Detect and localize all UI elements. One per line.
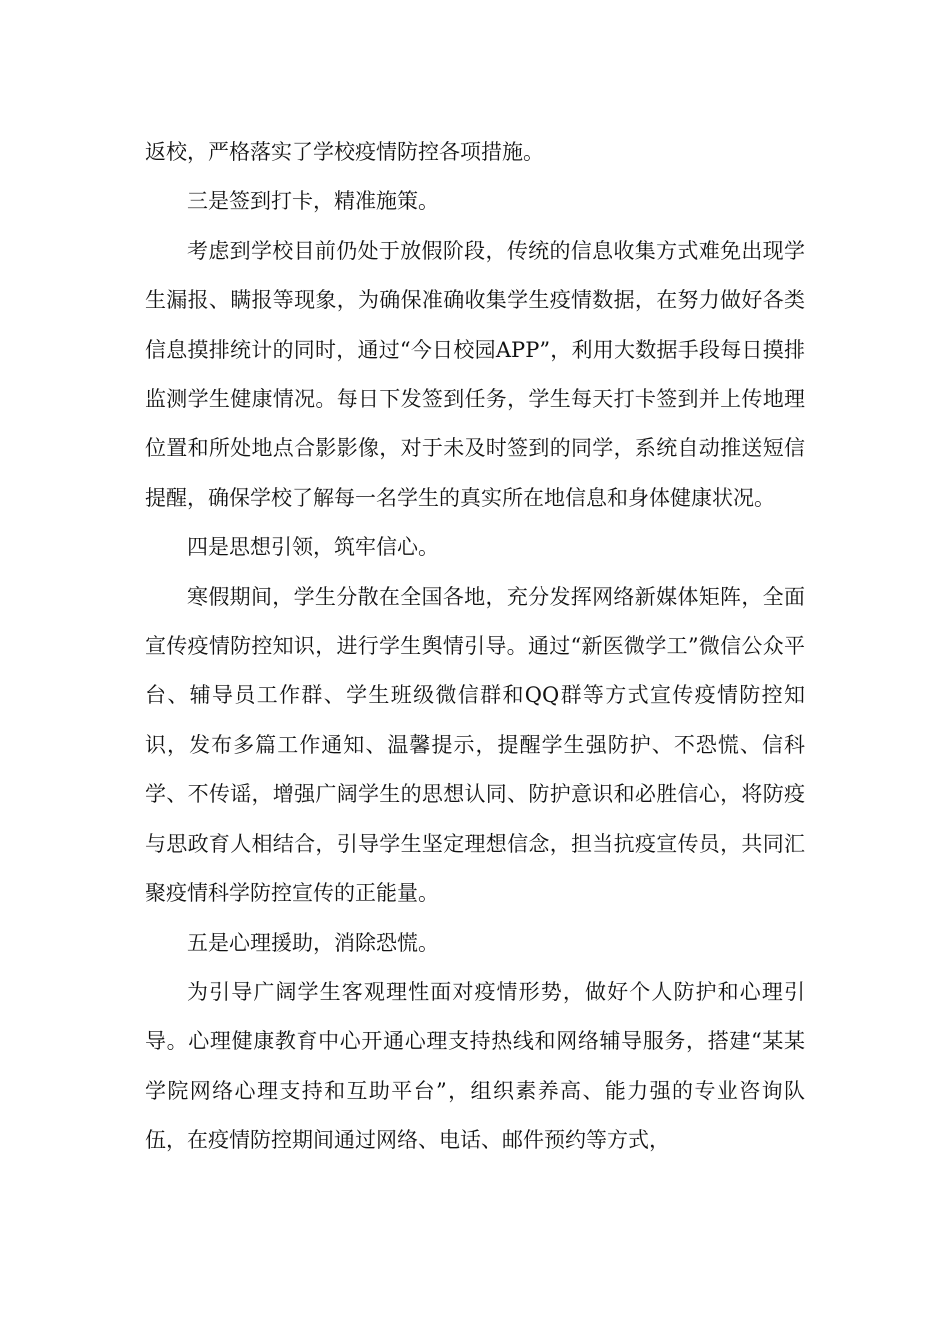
paragraph-psychological: 为引导广阔学生客观理性面对疫情形势，做好个人防护和心理引导。心理健康教育中心开通心理支持热线和网络辅导服务，搭建“某某学院网络心理支持和互助平台”，组织素养高、能力强的专业咨询队伍，在疫情防控期间通过网络、电话、邮件预约等方式，: [145, 979, 805, 1153]
section-heading-4: 四是思想引领，筑牢信心。: [187, 535, 439, 560]
paragraph-continuation: 返校，严格落实了学校疫情防控各项措施。: [145, 140, 544, 164]
paragraph-checkin: 考虑到学校目前仍处于放假阶段，传统的信息收集方式难免出现学生漏报、瞒报等现象，为确保准确收集学生疫情数据，在努力做好各类信息摸排统计的同时，通过“今日校园APP”，利用大数据手段每日摸排监测学生健康情况。每日下发签到任务，学生每天打卡签到并上传地理位置和所处地点合影影像，对于未及时签到的同学，系统自动推送短信提醒，确保学校了解每一名学生的真实所在地信息和身体健康状况。: [145, 238, 805, 510]
paragraph-guidance: 寒假期间，学生分散在全国各地，充分发挥网络新媒体矩阵，全面宣传疫情防控知识，进行学生舆情引导。通过“新医微学工”微信公众平台、辅导员工作群、学生班级微信群和QQ群等方式宣传疫情防控知识，发布多篇工作通知、温馨提示，提醒学生强防护、不恐慌、信科学、不传谣，增强广阔学生的思想认同、防护意识和必胜信心，将防疫与思政育人相结合，引导学生坚定理想信念，担当抗疫宣传员，共同汇聚疫情科学防控宣传的正能量。: [145, 584, 805, 906]
section-heading-5: 五是心理援助，消除恐慌。: [187, 930, 439, 955]
document-body: [145, 128, 805, 1166]
section-heading-3: 三是签到打卡，精准施策。: [187, 189, 439, 214]
